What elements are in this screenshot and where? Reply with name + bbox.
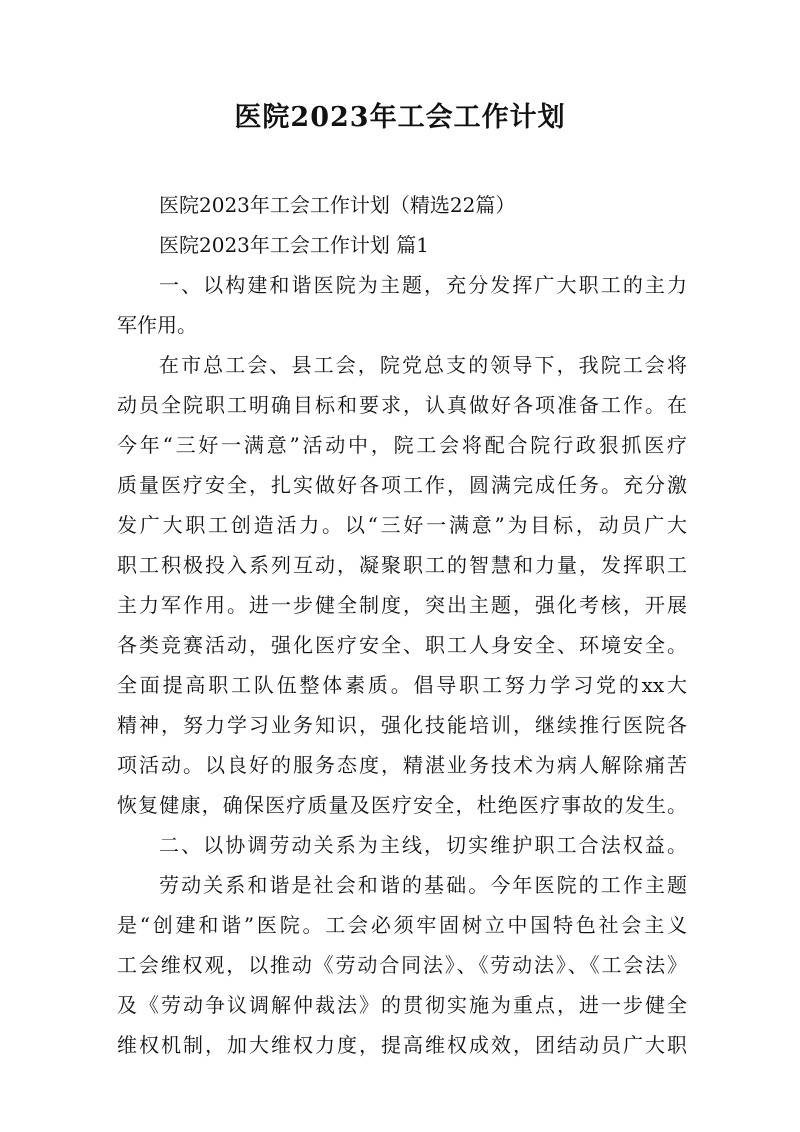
paragraph-line: 工会维权观，以推动《劳动合同法》、《劳动法》、《工会法》 (117, 953, 687, 977)
paragraph-line: 主力军作用。进一步健全制度，突出主题，强化考核，开展 (117, 593, 687, 617)
paragraph-line: 全面提高职工队伍整体素质。倡导职工努力学习党的xx大 (117, 673, 687, 697)
paragraph-line: 恢复健康，确保医疗质量及医疗安全，杜绝医疗事故的发生。 (117, 793, 687, 817)
document-body (117, 185, 687, 1065)
paragraph-line: 精神，努力学习业务知识，强化技能培训，继续推行医院各 (117, 713, 687, 737)
paragraph-line: 是“创建和谐”医院。工会必须牢固树立中国特色社会主义 (117, 913, 687, 937)
paragraph-line: 职工积极投入系列互动，凝聚职工的智慧和力量，发挥职工 (117, 553, 687, 577)
paragraph-line: 及《劳动争议调解仲裁法》的贯彻实施为重点，进一步健全 (117, 993, 687, 1017)
paragraph-line: 维权机制，加大维权力度，提高维权成效，团结动员广大职 (117, 1033, 687, 1057)
subtitle-line: 医院2023年工会工作计划（精选22篇） (159, 193, 516, 217)
paragraph-line: 动员全院职工明确目标和要求，认真做好各项准备工作。在 (117, 393, 687, 417)
paragraph-line: 军作用。 (117, 313, 197, 337)
paragraph-line: 一、以构建和谐医院为主题，充分发挥广大职工的主力 (159, 273, 687, 297)
document-title: 医院2023年工会工作计划 (234, 102, 566, 133)
paragraph-line: 二、以协调劳动关系为主线，切实维护职工合法权益。 (159, 833, 687, 857)
paragraph-line: 在市总工会、县工会，院党总支的领导下，我院工会将 (159, 353, 687, 377)
paragraph-line: 项活动。以良好的服务态度，精湛业务技术为病人解除痛苦 (117, 753, 687, 777)
paragraph-line: 今年“三好一满意”活动中，院工会将配合院行政狠抓医疗 (117, 433, 687, 457)
section-heading: 医院2023年工会工作计划 篇1 (159, 233, 429, 257)
paragraph-line: 各类竞赛活动，强化医疗安全、职工人身安全、环境安全。 (117, 633, 687, 657)
paragraph-line: 发广大职工创造活力。以“三好一满意”为目标，动员广大 (117, 513, 687, 537)
paragraph-line: 质量医疗安全，扎实做好各项工作，圆满完成任务。充分激 (117, 473, 687, 497)
paragraph-line: 劳动关系和谐是社会和谐的基础。今年医院的工作主题 (159, 873, 687, 897)
